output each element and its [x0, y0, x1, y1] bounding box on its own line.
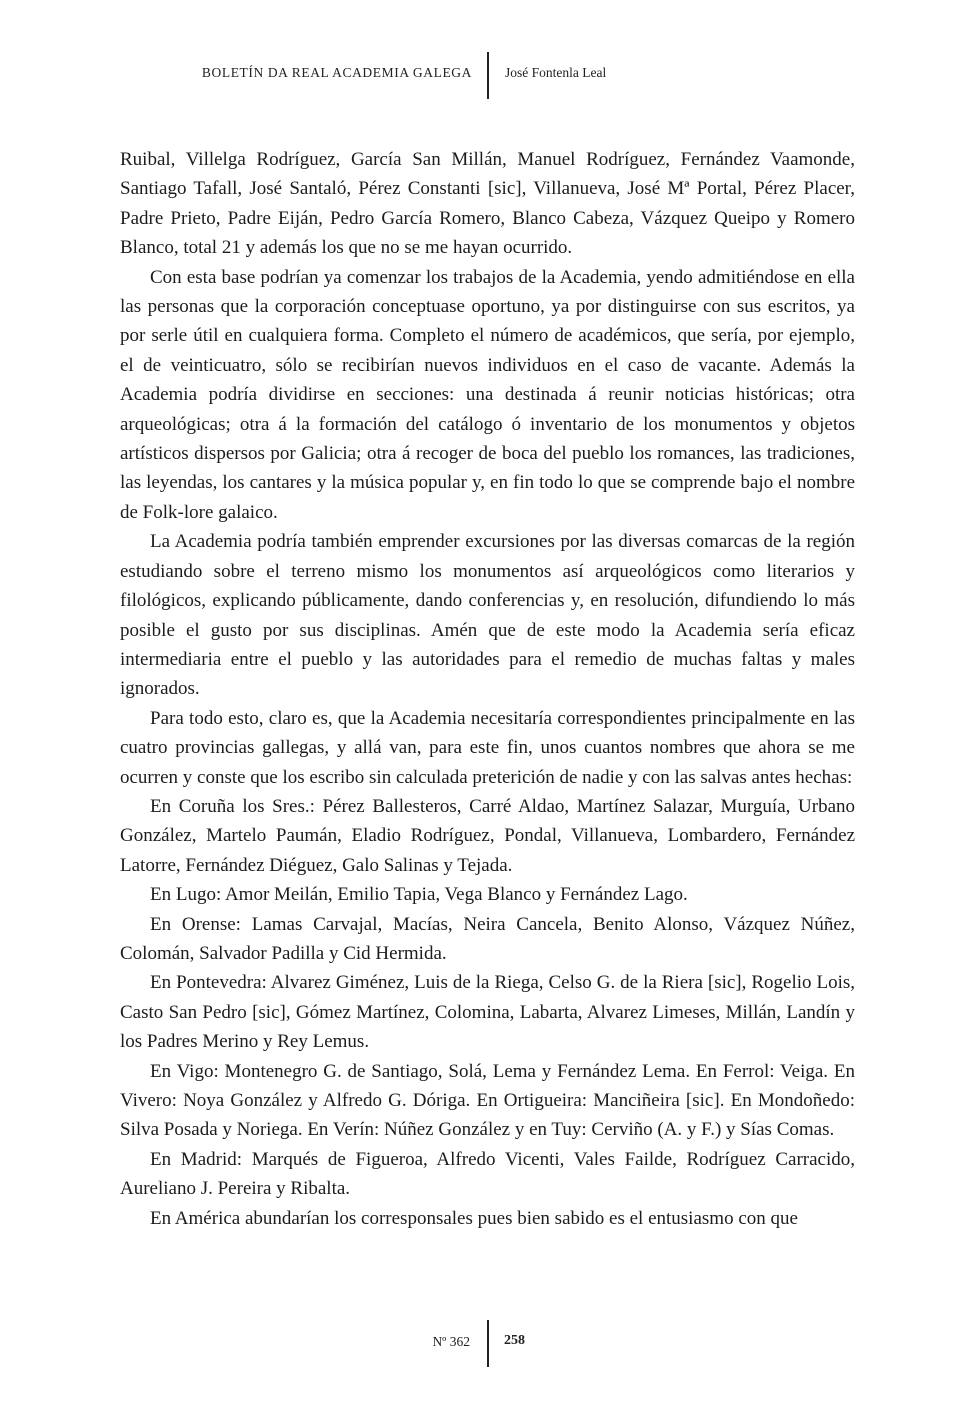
header-divider — [487, 52, 489, 99]
paragraph: En Pontevedra: Alvarez Giménez, Luis de la Riega, Celso G. de la Riera [sic], Rogelio Lois, Casto San Pedro [sic], Gómez Martínez, Colomina, Labarta, Alvarez Limeses, Millán, Landín y los Padres Merino y Rey Lemus. — [120, 972, 855, 1053]
journal-title: BOLETÍN DA REAL ACADEMIA GALEGA — [201, 65, 472, 80]
paragraph: La Academia podría también emprender excursiones por las diversas comarcas de la región estudiando sobre el terreno mismo los monumentos así arqueológicos como literarios y filológicos, explicando públicamente, dando conferencias y, en resolución, difundiendo lo más posible el gusto por sus disciplinas. Amén que de este modo la Academia sería eficaz intermediaria entre el pueblo y las autoridades para el remedio de muchas faltas y males ignorados. — [120, 531, 855, 700]
paragraph: En Vigo: Montenegro G. de Santiago, Solá, Lema y Fernández Lema. En Ferrol: Veiga. En Vivero: Noya González y Alfredo G. Dóriga. En Ortigueira: Manciñeira [sic]. En Mondoñedo: Silva Posada y Noriega. En Verín: Núñez González y en Tuy: Cerviño (A. y F.) y Sías Comas. — [120, 1060, 855, 1141]
paragraph: En América abundarían los corresponsales pues bien sabido es el entusiasmo con que — [150, 1207, 798, 1229]
article-author: José Fontenla Leal — [505, 65, 607, 80]
paragraph: Para todo esto, claro es, que la Academia necesitaría correspondientes principalmente en las cuatro provincias gallegas, y allá van, para este fin, unos cuantos nombres que ahora se me ocurren y conste que los escribo sin calculada preterición de nadie y con las salvas antes hechas: — [120, 707, 855, 788]
issue-number: Nº 362 — [432, 1334, 470, 1349]
paragraph: En Coruña los Sres.: Pérez Ballesteros, Carré Aldao, Martínez Salazar, Murguía, Urbano González, Martelo Paumán, Eladio Rodríguez, Pondal, Villanueva, Lombardero, Fernández Latorre, Fernández Diéguez, Galo Salinas y Tejada. — [120, 795, 855, 876]
paragraph: En Madrid: Marqués de Figueroa, Alfredo Vicenti, Vales Failde, Rodríguez Carracido, Aureliano J. Pereira y Ribalta. — [120, 1148, 855, 1200]
article-body — [120, 145, 855, 1233]
page-header — [0, 52, 975, 100]
footer-divider — [487, 1320, 489, 1367]
paragraph: En Lugo: Amor Meilán, Emilio Tapia, Vega Blanco y Fernández Lago. — [150, 884, 688, 906]
paragraph: Con esta base podrían ya comenzar los trabajos de la Academia, yendo admitiéndose en ella las personas que la corporación conceptuase oportuno, ya por distinguirse con sus escritos, ya por serle útil en cualquiera forma. Completo el número de académicos, que sería, por ejemplo, el de veinticuatro, sólo se recibirían nuevos individuos en el caso de vacante. Además la Academia podría dividirse en secciones: una destinada á reunir noticias históricas; otra arqueológicas; otra á la formación del catálogo ó inventario de los monumentos y objetos artísticos dispersos por Galicia; otra á recoger de boca del pueblo los romances, las tradiciones, las leyendas, los cantares y la música popular y, en fin todo lo que se comprende bajo el nombre de Folk-lore galaico. — [120, 266, 855, 523]
paragraph: En Orense: Lamas Carvajal, Macías, Neira Cancela, Benito Alonso, Vázquez Núñez, Colomán, Salvador Padilla y Cid Hermida. — [120, 913, 855, 964]
paragraph: Ruibal, Villelga Rodríguez, García San Millán, Manuel Rodríguez, Fernández Vaamonde, Santiago Tafall, José Santaló, Pérez Constanti [sic], Villanueva, José Mª Portal, Pérez Placer, Padre Prieto, Padre Eiján, Pedro García Romero, Blanco Cabeza, Vázquez Queipo y Romero Blanco, total 21 y además los que no se me hayan ocurrido. — [120, 149, 855, 259]
page-footer — [0, 1320, 975, 1368]
page-number: 258 — [504, 1333, 525, 1348]
